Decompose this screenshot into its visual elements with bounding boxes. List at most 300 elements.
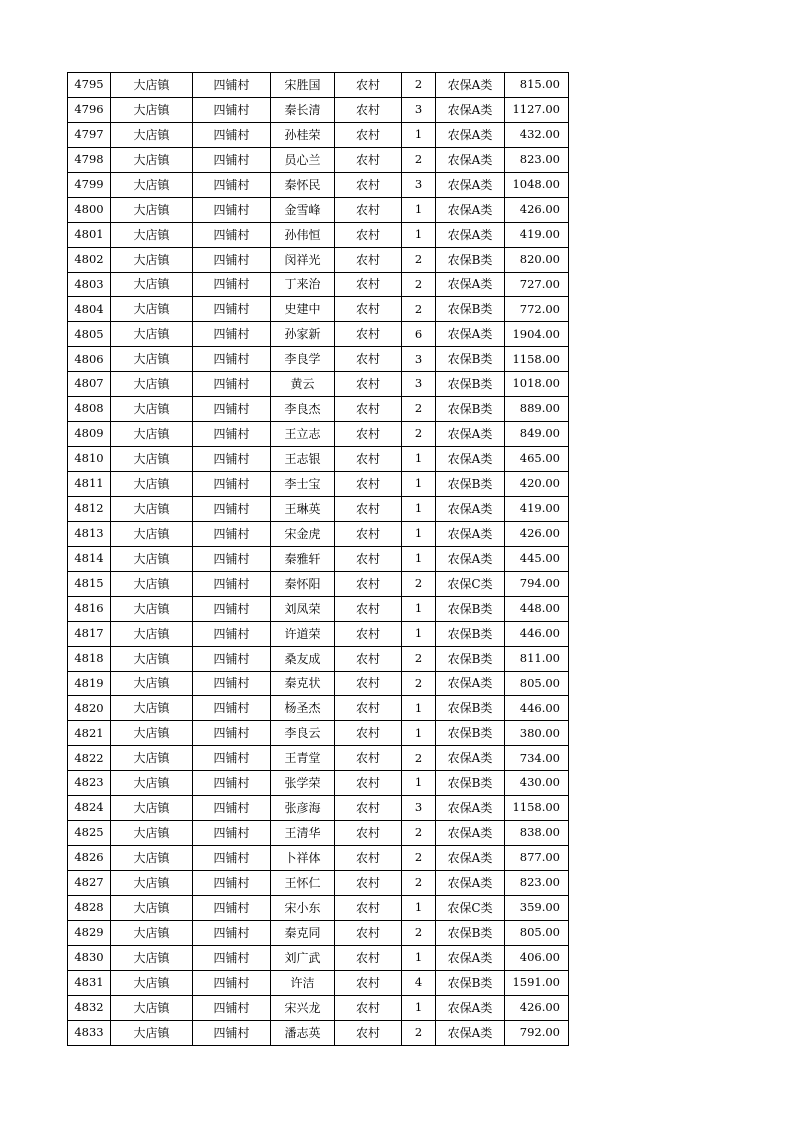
table-body <box>68 73 569 1046</box>
table-row <box>68 621 569 646</box>
table-row <box>68 895 569 920</box>
name-cell: 秦克状 <box>271 671 335 696</box>
count-cell: 2 <box>402 73 436 98</box>
town-cell: 大店镇 <box>111 447 193 472</box>
count-cell: 2 <box>402 422 436 447</box>
insurance-type-cell: 农保A类 <box>436 147 505 172</box>
village-cell: 四铺村 <box>193 147 271 172</box>
table-row <box>68 596 569 621</box>
table-row <box>68 945 569 970</box>
town-cell: 大店镇 <box>111 472 193 497</box>
category-cell: 农村 <box>335 821 402 846</box>
town-cell: 大店镇 <box>111 920 193 945</box>
village-cell: 四铺村 <box>193 73 271 98</box>
village-cell: 四铺村 <box>193 172 271 197</box>
town-cell: 大店镇 <box>111 422 193 447</box>
category-cell: 农村 <box>335 945 402 970</box>
table-row <box>68 422 569 447</box>
count-cell: 1 <box>402 771 436 796</box>
insurance-type-cell: 农保A类 <box>436 1020 505 1045</box>
amount-cell: 359.00 <box>505 895 569 920</box>
row-number-cell: 4812 <box>68 496 111 521</box>
row-number-cell: 4829 <box>68 920 111 945</box>
count-cell: 1 <box>402 496 436 521</box>
category-cell: 农村 <box>335 496 402 521</box>
village-cell: 四铺村 <box>193 546 271 571</box>
insurance-type-cell: 农保A类 <box>436 197 505 222</box>
table-row <box>68 73 569 98</box>
insurance-type-cell: 农保A类 <box>436 272 505 297</box>
table-row <box>68 771 569 796</box>
count-cell: 2 <box>402 846 436 871</box>
insurance-type-cell: 农保B类 <box>436 721 505 746</box>
count-cell: 3 <box>402 347 436 372</box>
insurance-type-cell: 农保A类 <box>436 746 505 771</box>
count-cell: 2 <box>402 646 436 671</box>
amount-cell: 838.00 <box>505 821 569 846</box>
town-cell: 大店镇 <box>111 496 193 521</box>
table-row <box>68 372 569 397</box>
name-cell: 王志银 <box>271 447 335 472</box>
insurance-type-cell: 农保B类 <box>436 621 505 646</box>
count-cell: 2 <box>402 821 436 846</box>
row-number-cell: 4801 <box>68 222 111 247</box>
village-cell: 四铺村 <box>193 646 271 671</box>
village-cell: 四铺村 <box>193 247 271 272</box>
insurance-type-cell: 农保A类 <box>436 546 505 571</box>
insurance-type-cell: 农保C类 <box>436 571 505 596</box>
insurance-type-cell: 农保A类 <box>436 122 505 147</box>
village-cell: 四铺村 <box>193 621 271 646</box>
amount-cell: 1904.00 <box>505 322 569 347</box>
table-row <box>68 397 569 422</box>
row-number-cell: 4810 <box>68 447 111 472</box>
amount-cell: 1018.00 <box>505 372 569 397</box>
category-cell: 农村 <box>335 172 402 197</box>
category-cell: 农村 <box>335 347 402 372</box>
town-cell: 大店镇 <box>111 945 193 970</box>
table-row <box>68 646 569 671</box>
amount-cell: 448.00 <box>505 596 569 621</box>
village-cell: 四铺村 <box>193 846 271 871</box>
insurance-type-cell: 农保A类 <box>436 521 505 546</box>
count-cell: 1 <box>402 546 436 571</box>
category-cell: 农村 <box>335 970 402 995</box>
row-number-cell: 4819 <box>68 671 111 696</box>
amount-cell: 430.00 <box>505 771 569 796</box>
name-cell: 卜祥体 <box>271 846 335 871</box>
category-cell: 农村 <box>335 73 402 98</box>
amount-cell: 889.00 <box>505 397 569 422</box>
row-number-cell: 4818 <box>68 646 111 671</box>
row-number-cell: 4809 <box>68 422 111 447</box>
village-cell: 四铺村 <box>193 970 271 995</box>
amount-cell: 823.00 <box>505 871 569 896</box>
village-cell: 四铺村 <box>193 671 271 696</box>
category-cell: 农村 <box>335 546 402 571</box>
village-cell: 四铺村 <box>193 222 271 247</box>
insurance-type-cell: 农保B类 <box>436 247 505 272</box>
name-cell: 宋金虎 <box>271 521 335 546</box>
town-cell: 大店镇 <box>111 521 193 546</box>
row-number-cell: 4803 <box>68 272 111 297</box>
insurance-type-cell: 农保A类 <box>436 796 505 821</box>
row-number-cell: 4821 <box>68 721 111 746</box>
amount-cell: 877.00 <box>505 846 569 871</box>
count-cell: 2 <box>402 1020 436 1045</box>
table-row <box>68 796 569 821</box>
name-cell: 秦雅轩 <box>271 546 335 571</box>
table-row <box>68 970 569 995</box>
category-cell: 农村 <box>335 995 402 1020</box>
insurance-type-cell: 农保B类 <box>436 771 505 796</box>
town-cell: 大店镇 <box>111 247 193 272</box>
amount-cell: 380.00 <box>505 721 569 746</box>
amount-cell: 820.00 <box>505 247 569 272</box>
village-cell: 四铺村 <box>193 945 271 970</box>
row-number-cell: 4802 <box>68 247 111 272</box>
amount-cell: 419.00 <box>505 222 569 247</box>
village-cell: 四铺村 <box>193 322 271 347</box>
category-cell: 农村 <box>335 796 402 821</box>
name-cell: 刘广武 <box>271 945 335 970</box>
name-cell: 张彦海 <box>271 796 335 821</box>
name-cell: 李良杰 <box>271 397 335 422</box>
village-cell: 四铺村 <box>193 796 271 821</box>
category-cell: 农村 <box>335 671 402 696</box>
table-row <box>68 846 569 871</box>
amount-cell: 849.00 <box>505 422 569 447</box>
row-number-cell: 4832 <box>68 995 111 1020</box>
amount-cell: 432.00 <box>505 122 569 147</box>
amount-cell: 823.00 <box>505 147 569 172</box>
row-number-cell: 4824 <box>68 796 111 821</box>
category-cell: 农村 <box>335 222 402 247</box>
category-cell: 农村 <box>335 646 402 671</box>
amount-cell: 1048.00 <box>505 172 569 197</box>
count-cell: 2 <box>402 147 436 172</box>
amount-cell: 1127.00 <box>505 97 569 122</box>
village-cell: 四铺村 <box>193 272 271 297</box>
town-cell: 大店镇 <box>111 746 193 771</box>
insurance-type-cell: 农保B类 <box>436 696 505 721</box>
village-cell: 四铺村 <box>193 97 271 122</box>
row-number-cell: 4833 <box>68 1020 111 1045</box>
row-number-cell: 4826 <box>68 846 111 871</box>
town-cell: 大店镇 <box>111 297 193 322</box>
count-cell: 1 <box>402 472 436 497</box>
village-cell: 四铺村 <box>193 746 271 771</box>
row-number-cell: 4796 <box>68 97 111 122</box>
town-cell: 大店镇 <box>111 871 193 896</box>
category-cell: 农村 <box>335 571 402 596</box>
row-number-cell: 4822 <box>68 746 111 771</box>
table-row <box>68 821 569 846</box>
name-cell: 刘凤荣 <box>271 596 335 621</box>
amount-cell: 1158.00 <box>505 347 569 372</box>
village-cell: 四铺村 <box>193 397 271 422</box>
count-cell: 1 <box>402 447 436 472</box>
row-number-cell: 4825 <box>68 821 111 846</box>
name-cell: 孙家新 <box>271 322 335 347</box>
insurance-type-cell: 农保A类 <box>436 172 505 197</box>
count-cell: 2 <box>402 920 436 945</box>
village-cell: 四铺村 <box>193 496 271 521</box>
row-number-cell: 4808 <box>68 397 111 422</box>
table-row <box>68 696 569 721</box>
count-cell: 1 <box>402 122 436 147</box>
village-cell: 四铺村 <box>193 1020 271 1045</box>
row-number-cell: 4817 <box>68 621 111 646</box>
category-cell: 农村 <box>335 1020 402 1045</box>
insurance-type-cell: 农保B类 <box>436 372 505 397</box>
category-cell: 农村 <box>335 247 402 272</box>
insurance-type-cell: 农保B类 <box>436 297 505 322</box>
village-cell: 四铺村 <box>193 122 271 147</box>
village-cell: 四铺村 <box>193 422 271 447</box>
row-number-cell: 4795 <box>68 73 111 98</box>
count-cell: 6 <box>402 322 436 347</box>
count-cell: 2 <box>402 297 436 322</box>
row-number-cell: 4814 <box>68 546 111 571</box>
village-cell: 四铺村 <box>193 571 271 596</box>
name-cell: 史建中 <box>271 297 335 322</box>
category-cell: 农村 <box>335 596 402 621</box>
amount-cell: 465.00 <box>505 447 569 472</box>
category-cell: 农村 <box>335 372 402 397</box>
count-cell: 2 <box>402 671 436 696</box>
town-cell: 大店镇 <box>111 222 193 247</box>
count-cell: 1 <box>402 995 436 1020</box>
table-row <box>68 521 569 546</box>
count-cell: 2 <box>402 571 436 596</box>
village-cell: 四铺村 <box>193 521 271 546</box>
amount-cell: 426.00 <box>505 521 569 546</box>
town-cell: 大店镇 <box>111 122 193 147</box>
insurance-type-cell: 农保A类 <box>436 945 505 970</box>
category-cell: 农村 <box>335 447 402 472</box>
name-cell: 金雪峰 <box>271 197 335 222</box>
category-cell: 农村 <box>335 920 402 945</box>
count-cell: 2 <box>402 397 436 422</box>
count-cell: 1 <box>402 521 436 546</box>
row-number-cell: 4830 <box>68 945 111 970</box>
insurance-type-cell: 农保B类 <box>436 472 505 497</box>
town-cell: 大店镇 <box>111 147 193 172</box>
name-cell: 王清华 <box>271 821 335 846</box>
count-cell: 3 <box>402 372 436 397</box>
table-row <box>68 197 569 222</box>
name-cell: 员心兰 <box>271 147 335 172</box>
name-cell: 王琳英 <box>271 496 335 521</box>
village-cell: 四铺村 <box>193 821 271 846</box>
name-cell: 王怀仁 <box>271 871 335 896</box>
table-row <box>68 97 569 122</box>
town-cell: 大店镇 <box>111 821 193 846</box>
name-cell: 王立志 <box>271 422 335 447</box>
table-row <box>68 447 569 472</box>
name-cell: 李士宝 <box>271 472 335 497</box>
table-row <box>68 1020 569 1045</box>
village-cell: 四铺村 <box>193 895 271 920</box>
table-row <box>68 272 569 297</box>
row-number-cell: 4831 <box>68 970 111 995</box>
category-cell: 农村 <box>335 197 402 222</box>
category-cell: 农村 <box>335 746 402 771</box>
insurance-type-cell: 农保B类 <box>436 397 505 422</box>
row-number-cell: 4811 <box>68 472 111 497</box>
amount-cell: 406.00 <box>505 945 569 970</box>
table-row <box>68 297 569 322</box>
amount-cell: 1591.00 <box>505 970 569 995</box>
amount-cell: 811.00 <box>505 646 569 671</box>
insurance-type-cell: 农保A类 <box>436 73 505 98</box>
row-number-cell: 4804 <box>68 297 111 322</box>
amount-cell: 426.00 <box>505 995 569 1020</box>
category-cell: 农村 <box>335 771 402 796</box>
amount-cell: 446.00 <box>505 621 569 646</box>
insurance-type-cell: 农保A类 <box>436 821 505 846</box>
insurance-type-cell: 农保B类 <box>436 347 505 372</box>
table-row <box>68 172 569 197</box>
count-cell: 3 <box>402 97 436 122</box>
amount-cell: 445.00 <box>505 546 569 571</box>
row-number-cell: 4805 <box>68 322 111 347</box>
amount-cell: 420.00 <box>505 472 569 497</box>
village-cell: 四铺村 <box>193 447 271 472</box>
name-cell: 张学荣 <box>271 771 335 796</box>
name-cell: 孙桂荣 <box>271 122 335 147</box>
name-cell: 许洁 <box>271 970 335 995</box>
insurance-type-cell: 农保A类 <box>436 322 505 347</box>
amount-cell: 419.00 <box>505 496 569 521</box>
town-cell: 大店镇 <box>111 796 193 821</box>
category-cell: 农村 <box>335 147 402 172</box>
town-cell: 大店镇 <box>111 771 193 796</box>
amount-cell: 805.00 <box>505 671 569 696</box>
insurance-type-cell: 农保A类 <box>436 671 505 696</box>
table-row <box>68 347 569 372</box>
town-cell: 大店镇 <box>111 347 193 372</box>
town-cell: 大店镇 <box>111 397 193 422</box>
village-cell: 四铺村 <box>193 596 271 621</box>
count-cell: 2 <box>402 272 436 297</box>
insurance-type-cell: 农保A类 <box>436 97 505 122</box>
town-cell: 大店镇 <box>111 846 193 871</box>
insurance-type-cell: 农保B类 <box>436 646 505 671</box>
amount-cell: 446.00 <box>505 696 569 721</box>
insurance-type-cell: 农保A类 <box>436 995 505 1020</box>
amount-cell: 805.00 <box>505 920 569 945</box>
category-cell: 农村 <box>335 322 402 347</box>
count-cell: 2 <box>402 247 436 272</box>
insurance-type-cell: 农保A类 <box>436 447 505 472</box>
count-cell: 1 <box>402 596 436 621</box>
name-cell: 李良云 <box>271 721 335 746</box>
town-cell: 大店镇 <box>111 546 193 571</box>
category-cell: 农村 <box>335 97 402 122</box>
town-cell: 大店镇 <box>111 970 193 995</box>
village-cell: 四铺村 <box>193 347 271 372</box>
town-cell: 大店镇 <box>111 322 193 347</box>
village-cell: 四铺村 <box>193 297 271 322</box>
table-row <box>68 671 569 696</box>
category-cell: 农村 <box>335 272 402 297</box>
insurance-type-cell: 农保A类 <box>436 496 505 521</box>
table-row <box>68 322 569 347</box>
amount-cell: 794.00 <box>505 571 569 596</box>
row-number-cell: 4800 <box>68 197 111 222</box>
insurance-type-cell: 农保A类 <box>436 846 505 871</box>
village-cell: 四铺村 <box>193 197 271 222</box>
count-cell: 1 <box>402 895 436 920</box>
row-number-cell: 4806 <box>68 347 111 372</box>
category-cell: 农村 <box>335 122 402 147</box>
category-cell: 农村 <box>335 521 402 546</box>
row-number-cell: 4827 <box>68 871 111 896</box>
insurance-type-cell: 农保B类 <box>436 920 505 945</box>
amount-cell: 815.00 <box>505 73 569 98</box>
town-cell: 大店镇 <box>111 571 193 596</box>
allowance-table <box>67 72 569 1046</box>
row-number-cell: 4828 <box>68 895 111 920</box>
name-cell: 王青堂 <box>271 746 335 771</box>
category-cell: 农村 <box>335 696 402 721</box>
name-cell: 秦克同 <box>271 920 335 945</box>
amount-cell: 734.00 <box>505 746 569 771</box>
amount-cell: 792.00 <box>505 1020 569 1045</box>
town-cell: 大店镇 <box>111 596 193 621</box>
name-cell: 李良学 <box>271 347 335 372</box>
table-row <box>68 721 569 746</box>
row-number-cell: 4799 <box>68 172 111 197</box>
row-number-cell: 4816 <box>68 596 111 621</box>
name-cell: 杨圣杰 <box>271 696 335 721</box>
amount-cell: 772.00 <box>505 297 569 322</box>
village-cell: 四铺村 <box>193 771 271 796</box>
name-cell: 宋兴龙 <box>271 995 335 1020</box>
town-cell: 大店镇 <box>111 73 193 98</box>
count-cell: 1 <box>402 197 436 222</box>
category-cell: 农村 <box>335 895 402 920</box>
name-cell: 桑友成 <box>271 646 335 671</box>
village-cell: 四铺村 <box>193 920 271 945</box>
town-cell: 大店镇 <box>111 172 193 197</box>
amount-cell: 727.00 <box>505 272 569 297</box>
insurance-type-cell: 农保B类 <box>436 596 505 621</box>
name-cell: 丁来治 <box>271 272 335 297</box>
town-cell: 大店镇 <box>111 621 193 646</box>
row-number-cell: 4823 <box>68 771 111 796</box>
name-cell: 宋小东 <box>271 895 335 920</box>
table-row <box>68 746 569 771</box>
town-cell: 大店镇 <box>111 197 193 222</box>
table-row <box>68 496 569 521</box>
name-cell: 宋胜国 <box>271 73 335 98</box>
category-cell: 农村 <box>335 397 402 422</box>
table-row <box>68 147 569 172</box>
count-cell: 1 <box>402 696 436 721</box>
table-row <box>68 995 569 1020</box>
name-cell: 孙伟恒 <box>271 222 335 247</box>
category-cell: 农村 <box>335 472 402 497</box>
category-cell: 农村 <box>335 422 402 447</box>
village-cell: 四铺村 <box>193 871 271 896</box>
town-cell: 大店镇 <box>111 895 193 920</box>
village-cell: 四铺村 <box>193 472 271 497</box>
table-row <box>68 222 569 247</box>
name-cell: 许道荣 <box>271 621 335 646</box>
